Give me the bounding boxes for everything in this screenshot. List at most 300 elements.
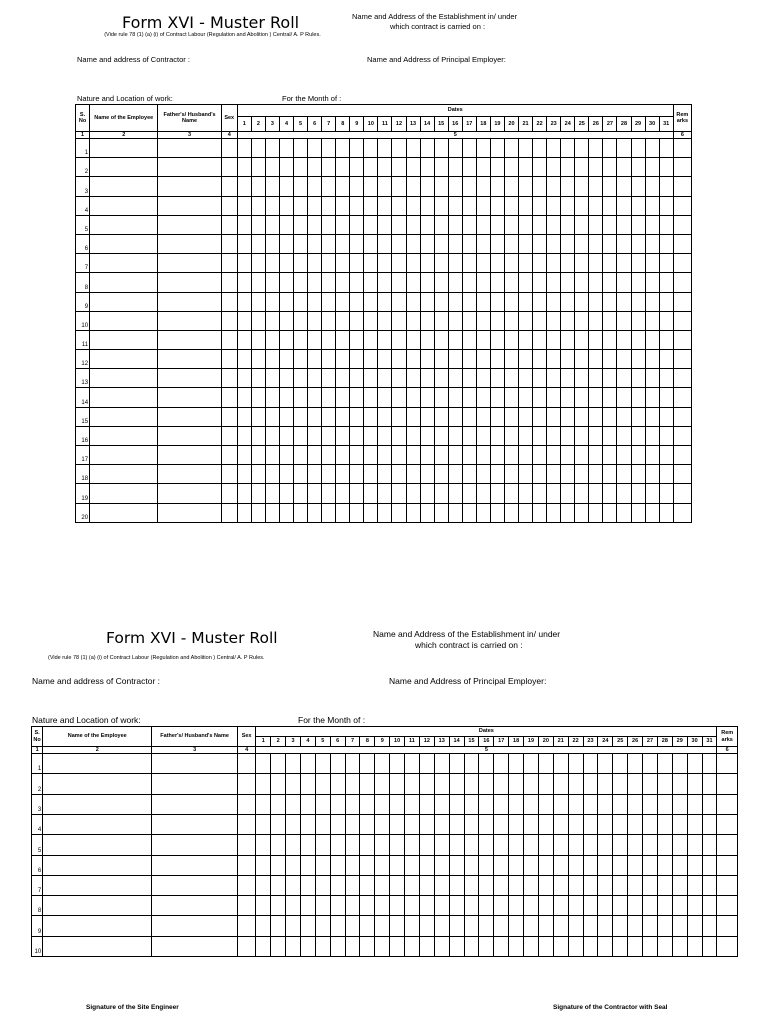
attendance-cell[interactable] [657, 774, 672, 794]
attendance-cell[interactable] [322, 158, 336, 177]
attendance-cell[interactable] [464, 794, 479, 814]
attendance-cell[interactable] [509, 855, 524, 875]
attendance-cell[interactable] [448, 311, 462, 330]
attendance-cell[interactable] [504, 292, 518, 311]
attendance-cell[interactable] [449, 814, 464, 834]
attendance-cell[interactable] [294, 311, 308, 330]
attendance-cell[interactable] [449, 855, 464, 875]
attendance-cell[interactable] [375, 855, 390, 875]
attendance-cell[interactable] [375, 875, 390, 895]
attendance-cell[interactable] [251, 426, 265, 445]
attendance-cell[interactable] [378, 292, 392, 311]
attendance-cell[interactable] [462, 350, 476, 369]
attendance-cell[interactable] [405, 855, 420, 875]
attendance-cell[interactable] [265, 234, 279, 253]
attendance-cell[interactable] [631, 407, 645, 426]
employee-name-cell[interactable] [43, 916, 152, 936]
attendance-cell[interactable] [687, 936, 702, 956]
attendance-cell[interactable] [308, 215, 322, 234]
attendance-cell[interactable] [547, 139, 561, 158]
attendance-cell[interactable] [476, 465, 490, 484]
attendance-cell[interactable] [294, 139, 308, 158]
attendance-cell[interactable] [613, 774, 628, 794]
attendance-cell[interactable] [568, 875, 583, 895]
attendance-cell[interactable] [659, 350, 673, 369]
attendance-cell[interactable] [279, 311, 293, 330]
attendance-cell[interactable] [553, 936, 568, 956]
attendance-cell[interactable] [364, 311, 378, 330]
attendance-cell[interactable] [448, 215, 462, 234]
sex-cell[interactable] [237, 855, 255, 875]
attendance-cell[interactable] [643, 936, 658, 956]
sex-cell[interactable] [221, 369, 237, 388]
attendance-cell[interactable] [476, 177, 490, 196]
attendance-cell[interactable] [490, 446, 504, 465]
attendance-cell[interactable] [631, 465, 645, 484]
attendance-cell[interactable] [533, 446, 547, 465]
attendance-cell[interactable] [336, 139, 350, 158]
attendance-cell[interactable] [336, 254, 350, 273]
attendance-cell[interactable] [524, 794, 539, 814]
attendance-cell[interactable] [568, 794, 583, 814]
attendance-cell[interactable] [265, 177, 279, 196]
attendance-cell[interactable] [322, 273, 336, 292]
attendance-cell[interactable] [598, 936, 613, 956]
attendance-cell[interactable] [631, 254, 645, 273]
attendance-cell[interactable] [271, 794, 286, 814]
attendance-cell[interactable] [603, 426, 617, 445]
attendance-cell[interactable] [345, 794, 360, 814]
attendance-cell[interactable] [308, 369, 322, 388]
attendance-cell[interactable] [315, 855, 330, 875]
attendance-cell[interactable] [533, 196, 547, 215]
attendance-cell[interactable] [603, 215, 617, 234]
attendance-cell[interactable] [524, 896, 539, 916]
attendance-cell[interactable] [553, 835, 568, 855]
attendance-cell[interactable] [237, 330, 251, 349]
attendance-cell[interactable] [575, 273, 589, 292]
attendance-cell[interactable] [286, 774, 301, 794]
attendance-cell[interactable] [434, 465, 448, 484]
attendance-cell[interactable] [375, 774, 390, 794]
attendance-cell[interactable] [330, 814, 345, 834]
sex-cell[interactable] [221, 177, 237, 196]
attendance-cell[interactable] [336, 215, 350, 234]
employee-name-cell[interactable] [43, 875, 152, 895]
attendance-cell[interactable] [553, 754, 568, 774]
attendance-cell[interactable] [350, 311, 364, 330]
attendance-cell[interactable] [308, 426, 322, 445]
attendance-cell[interactable] [672, 774, 687, 794]
attendance-cell[interactable] [420, 484, 434, 503]
attendance-cell[interactable] [628, 794, 643, 814]
attendance-cell[interactable] [476, 484, 490, 503]
attendance-cell[interactable] [575, 446, 589, 465]
attendance-cell[interactable] [345, 855, 360, 875]
attendance-cell[interactable] [406, 465, 420, 484]
attendance-cell[interactable] [392, 330, 406, 349]
attendance-cell[interactable] [533, 330, 547, 349]
father-husband-name-cell[interactable] [158, 234, 221, 253]
attendance-cell[interactable] [448, 407, 462, 426]
attendance-cell[interactable] [657, 855, 672, 875]
attendance-cell[interactable] [378, 350, 392, 369]
attendance-cell[interactable] [533, 177, 547, 196]
attendance-cell[interactable] [509, 835, 524, 855]
attendance-cell[interactable] [575, 465, 589, 484]
attendance-cell[interactable] [434, 139, 448, 158]
attendance-cell[interactable] [533, 234, 547, 253]
attendance-cell[interactable] [613, 794, 628, 814]
attendance-cell[interactable] [645, 503, 659, 522]
remarks-cell[interactable] [673, 484, 691, 503]
attendance-cell[interactable] [519, 465, 533, 484]
attendance-cell[interactable] [561, 196, 575, 215]
attendance-cell[interactable] [350, 426, 364, 445]
attendance-cell[interactable] [392, 273, 406, 292]
attendance-cell[interactable] [657, 835, 672, 855]
attendance-cell[interactable] [617, 215, 631, 234]
attendance-cell[interactable] [519, 446, 533, 465]
attendance-cell[interactable] [643, 754, 658, 774]
attendance-cell[interactable] [390, 835, 405, 855]
attendance-cell[interactable] [598, 835, 613, 855]
attendance-cell[interactable] [237, 484, 251, 503]
attendance-cell[interactable] [575, 311, 589, 330]
attendance-cell[interactable] [406, 484, 420, 503]
attendance-cell[interactable] [322, 484, 336, 503]
remarks-cell[interactable] [717, 896, 738, 916]
attendance-cell[interactable] [294, 369, 308, 388]
employee-name-cell[interactable] [90, 388, 158, 407]
father-husband-name-cell[interactable] [158, 139, 221, 158]
attendance-cell[interactable] [294, 254, 308, 273]
attendance-cell[interactable] [617, 158, 631, 177]
attendance-cell[interactable] [330, 754, 345, 774]
attendance-cell[interactable] [419, 855, 434, 875]
attendance-cell[interactable] [583, 916, 598, 936]
attendance-cell[interactable] [322, 177, 336, 196]
attendance-cell[interactable] [434, 855, 449, 875]
attendance-cell[interactable] [519, 311, 533, 330]
attendance-cell[interactable] [406, 426, 420, 445]
attendance-cell[interactable] [575, 196, 589, 215]
attendance-cell[interactable] [322, 215, 336, 234]
attendance-cell[interactable] [494, 936, 509, 956]
attendance-cell[interactable] [509, 936, 524, 956]
employee-name-cell[interactable] [90, 484, 158, 503]
attendance-cell[interactable] [392, 254, 406, 273]
employee-name-cell[interactable] [43, 754, 152, 774]
attendance-cell[interactable] [575, 388, 589, 407]
attendance-cell[interactable] [345, 875, 360, 895]
attendance-cell[interactable] [659, 177, 673, 196]
attendance-cell[interactable] [613, 754, 628, 774]
attendance-cell[interactable] [265, 426, 279, 445]
attendance-cell[interactable] [406, 273, 420, 292]
father-husband-name-cell[interactable] [158, 369, 221, 388]
attendance-cell[interactable] [533, 139, 547, 158]
attendance-cell[interactable] [265, 388, 279, 407]
attendance-cell[interactable] [479, 875, 494, 895]
attendance-cell[interactable] [294, 407, 308, 426]
attendance-cell[interactable] [419, 754, 434, 774]
attendance-cell[interactable] [375, 794, 390, 814]
attendance-cell[interactable] [364, 215, 378, 234]
attendance-cell[interactable] [589, 369, 603, 388]
attendance-cell[interactable] [672, 794, 687, 814]
attendance-cell[interactable] [448, 234, 462, 253]
attendance-cell[interactable] [294, 234, 308, 253]
attendance-cell[interactable] [434, 484, 448, 503]
attendance-cell[interactable] [390, 936, 405, 956]
attendance-cell[interactable] [490, 350, 504, 369]
attendance-cell[interactable] [419, 896, 434, 916]
attendance-cell[interactable] [476, 158, 490, 177]
attendance-cell[interactable] [378, 465, 392, 484]
attendance-cell[interactable] [271, 936, 286, 956]
attendance-cell[interactable] [598, 896, 613, 916]
employee-name-cell[interactable] [90, 254, 158, 273]
attendance-cell[interactable] [449, 774, 464, 794]
attendance-cell[interactable] [308, 388, 322, 407]
attendance-cell[interactable] [420, 426, 434, 445]
attendance-cell[interactable] [462, 158, 476, 177]
attendance-cell[interactable] [279, 273, 293, 292]
attendance-cell[interactable] [538, 875, 553, 895]
attendance-cell[interactable] [568, 916, 583, 936]
attendance-cell[interactable] [589, 330, 603, 349]
attendance-cell[interactable] [645, 484, 659, 503]
attendance-cell[interactable] [631, 388, 645, 407]
attendance-cell[interactable] [294, 388, 308, 407]
attendance-cell[interactable] [390, 916, 405, 936]
attendance-cell[interactable] [345, 916, 360, 936]
father-husband-name-cell[interactable] [158, 273, 221, 292]
attendance-cell[interactable] [547, 503, 561, 522]
attendance-cell[interactable] [251, 273, 265, 292]
attendance-cell[interactable] [364, 465, 378, 484]
attendance-cell[interactable] [350, 407, 364, 426]
employee-name-cell[interactable] [43, 896, 152, 916]
attendance-cell[interactable] [420, 292, 434, 311]
attendance-cell[interactable] [434, 369, 448, 388]
attendance-cell[interactable] [286, 936, 301, 956]
sex-cell[interactable] [221, 273, 237, 292]
attendance-cell[interactable] [360, 814, 375, 834]
attendance-cell[interactable] [494, 896, 509, 916]
attendance-cell[interactable] [434, 754, 449, 774]
attendance-cell[interactable] [392, 388, 406, 407]
attendance-cell[interactable] [575, 139, 589, 158]
attendance-cell[interactable] [378, 369, 392, 388]
attendance-cell[interactable] [603, 292, 617, 311]
attendance-cell[interactable] [547, 426, 561, 445]
attendance-cell[interactable] [392, 350, 406, 369]
father-husband-name-cell[interactable] [152, 936, 238, 956]
attendance-cell[interactable] [687, 774, 702, 794]
attendance-cell[interactable] [603, 139, 617, 158]
attendance-cell[interactable] [702, 754, 717, 774]
attendance-cell[interactable] [490, 311, 504, 330]
remarks-cell[interactable] [717, 855, 738, 875]
attendance-cell[interactable] [392, 158, 406, 177]
attendance-cell[interactable] [476, 234, 490, 253]
attendance-cell[interactable] [524, 875, 539, 895]
attendance-cell[interactable] [308, 330, 322, 349]
attendance-cell[interactable] [330, 835, 345, 855]
attendance-cell[interactable] [490, 388, 504, 407]
attendance-cell[interactable] [553, 896, 568, 916]
attendance-cell[interactable] [504, 234, 518, 253]
sex-cell[interactable] [237, 835, 255, 855]
attendance-cell[interactable] [294, 484, 308, 503]
attendance-cell[interactable] [345, 774, 360, 794]
attendance-cell[interactable] [494, 814, 509, 834]
attendance-cell[interactable] [336, 426, 350, 445]
attendance-cell[interactable] [547, 215, 561, 234]
attendance-cell[interactable] [271, 754, 286, 774]
attendance-cell[interactable] [322, 330, 336, 349]
attendance-cell[interactable] [251, 234, 265, 253]
attendance-cell[interactable] [657, 936, 672, 956]
remarks-cell[interactable] [717, 875, 738, 895]
attendance-cell[interactable] [256, 754, 271, 774]
attendance-cell[interactable] [533, 484, 547, 503]
attendance-cell[interactable] [617, 311, 631, 330]
remarks-cell[interactable] [717, 794, 738, 814]
attendance-cell[interactable] [575, 407, 589, 426]
attendance-cell[interactable] [406, 177, 420, 196]
remarks-cell[interactable] [717, 916, 738, 936]
attendance-cell[interactable] [672, 835, 687, 855]
attendance-cell[interactable] [476, 273, 490, 292]
attendance-cell[interactable] [464, 936, 479, 956]
attendance-cell[interactable] [345, 754, 360, 774]
sex-cell[interactable] [221, 215, 237, 234]
attendance-cell[interactable] [406, 446, 420, 465]
attendance-cell[interactable] [237, 350, 251, 369]
attendance-cell[interactable] [392, 369, 406, 388]
attendance-cell[interactable] [598, 916, 613, 936]
attendance-cell[interactable] [504, 139, 518, 158]
attendance-cell[interactable] [631, 311, 645, 330]
attendance-cell[interactable] [330, 855, 345, 875]
attendance-cell[interactable] [308, 311, 322, 330]
attendance-cell[interactable] [420, 139, 434, 158]
attendance-cell[interactable] [392, 196, 406, 215]
attendance-cell[interactable] [265, 484, 279, 503]
attendance-cell[interactable] [462, 292, 476, 311]
attendance-cell[interactable] [406, 388, 420, 407]
attendance-cell[interactable] [575, 177, 589, 196]
attendance-cell[interactable] [271, 774, 286, 794]
attendance-cell[interactable] [538, 835, 553, 855]
attendance-cell[interactable] [300, 855, 315, 875]
attendance-cell[interactable] [490, 139, 504, 158]
attendance-cell[interactable] [405, 835, 420, 855]
attendance-cell[interactable] [265, 407, 279, 426]
attendance-cell[interactable] [392, 407, 406, 426]
attendance-cell[interactable] [479, 794, 494, 814]
attendance-cell[interactable] [406, 158, 420, 177]
attendance-cell[interactable] [279, 369, 293, 388]
attendance-cell[interactable] [476, 139, 490, 158]
attendance-cell[interactable] [265, 369, 279, 388]
employee-name-cell[interactable] [90, 273, 158, 292]
attendance-cell[interactable] [702, 794, 717, 814]
attendance-cell[interactable] [406, 139, 420, 158]
sex-cell[interactable] [221, 350, 237, 369]
attendance-cell[interactable] [589, 465, 603, 484]
attendance-cell[interactable] [279, 215, 293, 234]
attendance-cell[interactable] [434, 407, 448, 426]
sex-cell[interactable] [221, 234, 237, 253]
attendance-cell[interactable] [279, 330, 293, 349]
attendance-cell[interactable] [657, 754, 672, 774]
attendance-cell[interactable] [420, 330, 434, 349]
attendance-cell[interactable] [308, 177, 322, 196]
attendance-cell[interactable] [462, 503, 476, 522]
remarks-cell[interactable] [673, 465, 691, 484]
attendance-cell[interactable] [256, 896, 271, 916]
attendance-cell[interactable] [603, 254, 617, 273]
attendance-cell[interactable] [645, 369, 659, 388]
attendance-cell[interactable] [645, 273, 659, 292]
attendance-cell[interactable] [375, 896, 390, 916]
attendance-cell[interactable] [538, 754, 553, 774]
attendance-cell[interactable] [657, 814, 672, 834]
attendance-cell[interactable] [279, 446, 293, 465]
attendance-cell[interactable] [378, 234, 392, 253]
attendance-cell[interactable] [490, 369, 504, 388]
attendance-cell[interactable] [583, 855, 598, 875]
attendance-cell[interactable] [643, 896, 658, 916]
attendance-cell[interactable] [308, 234, 322, 253]
employee-name-cell[interactable] [90, 350, 158, 369]
attendance-cell[interactable] [490, 196, 504, 215]
attendance-cell[interactable] [659, 158, 673, 177]
attendance-cell[interactable] [448, 465, 462, 484]
attendance-cell[interactable] [659, 273, 673, 292]
attendance-cell[interactable] [598, 754, 613, 774]
attendance-cell[interactable] [237, 234, 251, 253]
attendance-cell[interactable] [575, 292, 589, 311]
attendance-cell[interactable] [251, 139, 265, 158]
attendance-cell[interactable] [568, 814, 583, 834]
attendance-cell[interactable] [645, 292, 659, 311]
attendance-cell[interactable] [286, 814, 301, 834]
attendance-cell[interactable] [271, 875, 286, 895]
attendance-cell[interactable] [575, 484, 589, 503]
attendance-cell[interactable] [420, 388, 434, 407]
attendance-cell[interactable] [538, 916, 553, 936]
attendance-cell[interactable] [575, 350, 589, 369]
sex-cell[interactable] [237, 774, 255, 794]
attendance-cell[interactable] [286, 835, 301, 855]
attendance-cell[interactable] [561, 177, 575, 196]
attendance-cell[interactable] [659, 254, 673, 273]
attendance-cell[interactable] [613, 916, 628, 936]
attendance-cell[interactable] [613, 814, 628, 834]
attendance-cell[interactable] [631, 139, 645, 158]
attendance-cell[interactable] [322, 139, 336, 158]
attendance-cell[interactable] [583, 875, 598, 895]
attendance-cell[interactable] [561, 407, 575, 426]
attendance-cell[interactable] [279, 234, 293, 253]
attendance-cell[interactable] [628, 754, 643, 774]
attendance-cell[interactable] [631, 158, 645, 177]
